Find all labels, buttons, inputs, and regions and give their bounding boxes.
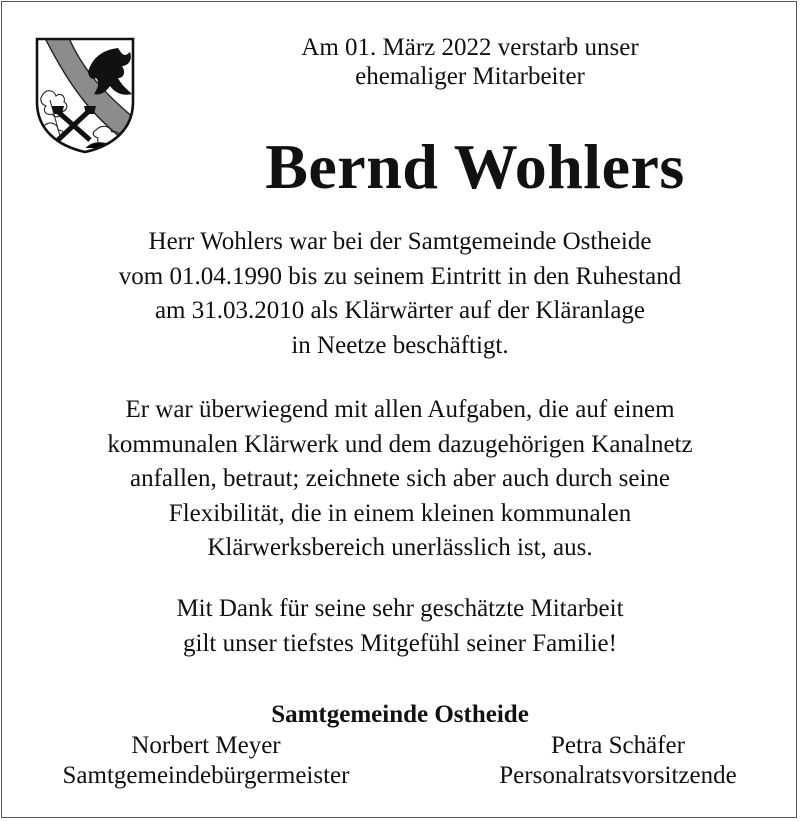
paragraph-duties [20,393,780,566]
signatory-right [468,731,768,791]
signatory-name: Norbert Meyer [131,732,281,759]
paragraph-line: Er war überwiegend mit allen Aufgaben, die auf einem [125,396,675,423]
coat-of-arms-crest-icon [34,36,136,154]
paragraph-line: vom 01.04.1990 bis zu seinem Eintritt in den Ruhestand [118,262,682,290]
paragraph-employment [20,225,780,363]
deceased-name: Bernd Wohlers [265,131,685,202]
paragraph-line: in Neetze beschäftigt. [291,331,509,359]
paragraph-line: gilt unser tiefstes Mitgefühl seiner Familie! [183,629,617,657]
paragraph-line: Flexibilität, die in einem kleinen kommunalen [168,499,632,527]
signatory-left [36,731,376,791]
paragraph-line: Mit Dank für seine sehr geschätzte Mitarbeit [176,595,624,622]
signatory-title: Personalratsvorsitzende [499,762,737,789]
intro-line-1: Am 01. März 2022 verstarb unser [301,34,639,61]
intro-line-2: ehemaliger Mitarbeiter [355,63,585,90]
organization-name: Samtgemeinde Ostheide [271,701,529,728]
paragraph-line: kommunalen Klärwerk und dem dazugehörigen Kanalnetz [107,430,693,458]
paragraph-condolence [20,592,780,661]
signatory-title: Samtgemeindebürgermeister [62,762,350,789]
signatory-name: Petra Schäfer [551,732,685,759]
paragraph-line: Klärwerksbereich unerlässlich ist, aus. [207,534,593,561]
paragraph-line: anfallen, betraut; zeichnete sich aber auch durch seine [129,465,670,492]
paragraph-line: Herr Wohlers war bei der Samtgemeinde Ostheide [148,228,652,255]
paragraph-line: am 31.03.2010 als Klärwärter auf der Kläranlage [154,297,646,324]
